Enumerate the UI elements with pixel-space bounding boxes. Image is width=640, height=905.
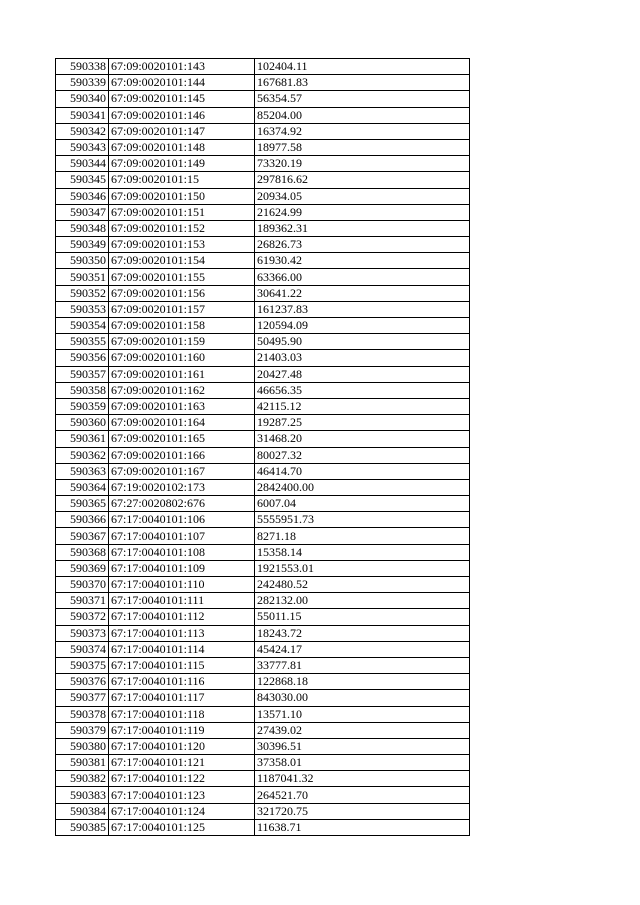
cadastral-number-cell: 67:09:0020101:148 bbox=[109, 139, 255, 155]
cadastral-value-cell: 46414.70 bbox=[255, 463, 470, 479]
cadastral-number-cell: 67:17:0040101:124 bbox=[109, 803, 255, 819]
cadastral-number-cell: 67:17:0040101:117 bbox=[109, 690, 255, 706]
cadastral-value-cell: 31468.20 bbox=[255, 431, 470, 447]
cadastral-value-cell: 18977.58 bbox=[255, 139, 470, 155]
cadastral-number-cell: 67:27:0020802:676 bbox=[109, 496, 255, 512]
table-body bbox=[56, 59, 470, 836]
row-number-cell: 590374 bbox=[56, 641, 109, 657]
cadastral-value-cell: 63366.00 bbox=[255, 269, 470, 285]
table-row bbox=[56, 75, 470, 91]
cadastral-value-cell: 15358.14 bbox=[255, 544, 470, 560]
row-number-cell: 590361 bbox=[56, 431, 109, 447]
row-number-cell: 590369 bbox=[56, 560, 109, 576]
cadastral-number-cell: 67:09:0020101:163 bbox=[109, 398, 255, 414]
table-row bbox=[56, 560, 470, 576]
row-number-cell: 590353 bbox=[56, 301, 109, 317]
cadastral-number-cell: 67:17:0040101:113 bbox=[109, 625, 255, 641]
cadastral-value-cell: 189362.31 bbox=[255, 220, 470, 236]
row-number-cell: 590376 bbox=[56, 674, 109, 690]
cadastral-number-cell: 67:17:0040101:107 bbox=[109, 528, 255, 544]
row-number-cell: 590364 bbox=[56, 479, 109, 495]
cadastral-number-cell: 67:19:0020102:173 bbox=[109, 479, 255, 495]
cadastral-value-cell: 21624.99 bbox=[255, 204, 470, 220]
cadastral-value-cell: 33777.81 bbox=[255, 657, 470, 673]
table-row bbox=[56, 382, 470, 398]
cadastral-value-cell: 21403.03 bbox=[255, 350, 470, 366]
table-row bbox=[56, 512, 470, 528]
table-row bbox=[56, 674, 470, 690]
table-row bbox=[56, 593, 470, 609]
row-number-cell: 590363 bbox=[56, 463, 109, 479]
table-row bbox=[56, 706, 470, 722]
cadastral-number-cell: 67:17:0040101:109 bbox=[109, 560, 255, 576]
cadastral-number-cell: 67:09:0020101:155 bbox=[109, 269, 255, 285]
table-row bbox=[56, 91, 470, 107]
row-number-cell: 590345 bbox=[56, 172, 109, 188]
cadastral-value-cell: 8271.18 bbox=[255, 528, 470, 544]
row-number-cell: 590379 bbox=[56, 722, 109, 738]
row-number-cell: 590370 bbox=[56, 577, 109, 593]
row-number-cell: 590377 bbox=[56, 690, 109, 706]
cadastral-value-cell: 55011.15 bbox=[255, 609, 470, 625]
cadastral-value-cell: 167681.83 bbox=[255, 75, 470, 91]
cadastral-number-cell: 67:09:0020101:150 bbox=[109, 188, 255, 204]
row-number-cell: 590366 bbox=[56, 512, 109, 528]
row-number-cell: 590362 bbox=[56, 447, 109, 463]
table-row bbox=[56, 156, 470, 172]
cadastral-value-cell: 42115.12 bbox=[255, 398, 470, 414]
cadastral-value-cell: 30396.51 bbox=[255, 738, 470, 754]
row-number-cell: 590378 bbox=[56, 706, 109, 722]
cadastral-number-cell: 67:09:0020101:157 bbox=[109, 301, 255, 317]
cadastral-number-cell: 67:09:0020101:151 bbox=[109, 204, 255, 220]
table-row bbox=[56, 463, 470, 479]
table-row bbox=[56, 447, 470, 463]
row-number-cell: 590350 bbox=[56, 253, 109, 269]
cadastral-number-cell: 67:09:0020101:149 bbox=[109, 156, 255, 172]
cadastral-value-cell: 46656.35 bbox=[255, 382, 470, 398]
row-number-cell: 590346 bbox=[56, 188, 109, 204]
cadastral-number-cell: 67:17:0040101:110 bbox=[109, 577, 255, 593]
table-row bbox=[56, 59, 470, 75]
row-number-cell: 590372 bbox=[56, 609, 109, 625]
cadastral-number-cell: 67:17:0040101:111 bbox=[109, 593, 255, 609]
row-number-cell: 590354 bbox=[56, 318, 109, 334]
table-row bbox=[56, 301, 470, 317]
cadastral-number-cell: 67:09:0020101:165 bbox=[109, 431, 255, 447]
row-number-cell: 590342 bbox=[56, 123, 109, 139]
table-row bbox=[56, 318, 470, 334]
cadastral-value-cell: 50495.90 bbox=[255, 334, 470, 350]
cadastral-number-cell: 67:09:0020101:160 bbox=[109, 350, 255, 366]
row-number-cell: 590347 bbox=[56, 204, 109, 220]
table-row bbox=[56, 528, 470, 544]
table-row bbox=[56, 771, 470, 787]
row-number-cell: 590368 bbox=[56, 544, 109, 560]
cadastral-number-cell: 67:09:0020101:161 bbox=[109, 366, 255, 382]
row-number-cell: 590359 bbox=[56, 398, 109, 414]
cadastral-value-cell: 297816.62 bbox=[255, 172, 470, 188]
table-row bbox=[56, 803, 470, 819]
table-row bbox=[56, 609, 470, 625]
row-number-cell: 590371 bbox=[56, 593, 109, 609]
cadastral-value-cell: 120594.09 bbox=[255, 318, 470, 334]
cadastral-value-cell: 6007.04 bbox=[255, 496, 470, 512]
row-number-cell: 590357 bbox=[56, 366, 109, 382]
cadastral-value-cell: 2842400.00 bbox=[255, 479, 470, 495]
cadastral-number-cell: 67:17:0040101:112 bbox=[109, 609, 255, 625]
cadastral-number-cell: 67:09:0020101:164 bbox=[109, 415, 255, 431]
cadastral-number-cell: 67:09:0020101:15 bbox=[109, 172, 255, 188]
row-number-cell: 590385 bbox=[56, 819, 109, 835]
row-number-cell: 590351 bbox=[56, 269, 109, 285]
cadastral-number-cell: 67:17:0040101:121 bbox=[109, 755, 255, 771]
cadastral-value-cell: 11638.71 bbox=[255, 819, 470, 835]
table-row bbox=[56, 398, 470, 414]
table-row bbox=[56, 350, 470, 366]
table-row bbox=[56, 237, 470, 253]
table-row bbox=[56, 220, 470, 236]
cadastral-number-cell: 67:17:0040101:120 bbox=[109, 738, 255, 754]
cadastral-value-cell: 321720.75 bbox=[255, 803, 470, 819]
cadastral-value-cell: 843030.00 bbox=[255, 690, 470, 706]
row-number-cell: 590349 bbox=[56, 237, 109, 253]
cadastral-number-cell: 67:09:0020101:147 bbox=[109, 123, 255, 139]
table-row bbox=[56, 269, 470, 285]
cadastral-number-cell: 67:09:0020101:162 bbox=[109, 382, 255, 398]
table-row bbox=[56, 415, 470, 431]
cadastral-value-cell: 27439.02 bbox=[255, 722, 470, 738]
cadastral-value-cell: 30641.22 bbox=[255, 285, 470, 301]
cadastral-value-cell: 19287.25 bbox=[255, 415, 470, 431]
row-number-cell: 590365 bbox=[56, 496, 109, 512]
table-row bbox=[56, 577, 470, 593]
cadastral-value-cell: 264521.70 bbox=[255, 787, 470, 803]
cadastral-number-cell: 67:09:0020101:158 bbox=[109, 318, 255, 334]
table-row bbox=[56, 496, 470, 512]
table-row bbox=[56, 123, 470, 139]
cadastral-number-cell: 67:09:0020101:144 bbox=[109, 75, 255, 91]
row-number-cell: 590338 bbox=[56, 59, 109, 75]
cadastral-number-cell: 67:09:0020101:153 bbox=[109, 237, 255, 253]
table-row bbox=[56, 690, 470, 706]
cadastral-number-cell: 67:17:0040101:108 bbox=[109, 544, 255, 560]
row-number-cell: 590340 bbox=[56, 91, 109, 107]
table-row bbox=[56, 431, 470, 447]
cadastral-number-cell: 67:17:0040101:119 bbox=[109, 722, 255, 738]
cadastral-value-cell: 5555951.73 bbox=[255, 512, 470, 528]
table-row bbox=[56, 755, 470, 771]
table-row bbox=[56, 366, 470, 382]
row-number-cell: 590352 bbox=[56, 285, 109, 301]
row-number-cell: 590367 bbox=[56, 528, 109, 544]
cadastral-number-cell: 67:09:0020101:167 bbox=[109, 463, 255, 479]
cadastral-value-cell: 16374.92 bbox=[255, 123, 470, 139]
table-row bbox=[56, 819, 470, 835]
cadastral-number-cell: 67:17:0040101:118 bbox=[109, 706, 255, 722]
row-number-cell: 590355 bbox=[56, 334, 109, 350]
cadastral-number-cell: 67:17:0040101:122 bbox=[109, 771, 255, 787]
cadastral-number-cell: 67:17:0040101:114 bbox=[109, 641, 255, 657]
cadastral-number-cell: 67:17:0040101:106 bbox=[109, 512, 255, 528]
cadastral-number-cell: 67:09:0020101:166 bbox=[109, 447, 255, 463]
row-number-cell: 590375 bbox=[56, 657, 109, 673]
cadastral-value-cell: 26826.73 bbox=[255, 237, 470, 253]
table-row bbox=[56, 107, 470, 123]
table-row bbox=[56, 641, 470, 657]
row-number-cell: 590382 bbox=[56, 771, 109, 787]
cadastral-value-table bbox=[55, 58, 470, 836]
row-number-cell: 590360 bbox=[56, 415, 109, 431]
cadastral-value-cell: 37358.01 bbox=[255, 755, 470, 771]
cadastral-number-cell: 67:09:0020101:156 bbox=[109, 285, 255, 301]
table-row bbox=[56, 657, 470, 673]
cadastral-value-cell: 242480.52 bbox=[255, 577, 470, 593]
document-page bbox=[55, 58, 469, 836]
table-row bbox=[56, 253, 470, 269]
row-number-cell: 590356 bbox=[56, 350, 109, 366]
table-row bbox=[56, 172, 470, 188]
row-number-cell: 590383 bbox=[56, 787, 109, 803]
row-number-cell: 590381 bbox=[56, 755, 109, 771]
row-number-cell: 590344 bbox=[56, 156, 109, 172]
cadastral-number-cell: 67:17:0040101:116 bbox=[109, 674, 255, 690]
cadastral-value-cell: 80027.32 bbox=[255, 447, 470, 463]
cadastral-value-cell: 20427.48 bbox=[255, 366, 470, 382]
cadastral-value-cell: 282132.00 bbox=[255, 593, 470, 609]
table-row bbox=[56, 479, 470, 495]
row-number-cell: 590341 bbox=[56, 107, 109, 123]
cadastral-value-cell: 45424.17 bbox=[255, 641, 470, 657]
cadastral-number-cell: 67:09:0020101:143 bbox=[109, 59, 255, 75]
table-row bbox=[56, 204, 470, 220]
table-row bbox=[56, 188, 470, 204]
row-number-cell: 590348 bbox=[56, 220, 109, 236]
cadastral-number-cell: 67:17:0040101:115 bbox=[109, 657, 255, 673]
row-number-cell: 590373 bbox=[56, 625, 109, 641]
table-row bbox=[56, 625, 470, 641]
cadastral-number-cell: 67:09:0020101:159 bbox=[109, 334, 255, 350]
table-row bbox=[56, 139, 470, 155]
cadastral-value-cell: 56354.57 bbox=[255, 91, 470, 107]
cadastral-value-cell: 102404.11 bbox=[255, 59, 470, 75]
row-number-cell: 590343 bbox=[56, 139, 109, 155]
cadastral-number-cell: 67:09:0020101:145 bbox=[109, 91, 255, 107]
cadastral-value-cell: 122868.18 bbox=[255, 674, 470, 690]
table-row bbox=[56, 738, 470, 754]
table-row bbox=[56, 285, 470, 301]
row-number-cell: 590380 bbox=[56, 738, 109, 754]
cadastral-number-cell: 67:17:0040101:125 bbox=[109, 819, 255, 835]
cadastral-value-cell: 85204.00 bbox=[255, 107, 470, 123]
table-row bbox=[56, 544, 470, 560]
cadastral-value-cell: 13571.10 bbox=[255, 706, 470, 722]
cadastral-value-cell: 18243.72 bbox=[255, 625, 470, 641]
cadastral-value-cell: 20934.05 bbox=[255, 188, 470, 204]
table-row bbox=[56, 722, 470, 738]
cadastral-number-cell: 67:09:0020101:146 bbox=[109, 107, 255, 123]
table-row bbox=[56, 334, 470, 350]
row-number-cell: 590358 bbox=[56, 382, 109, 398]
cadastral-number-cell: 67:09:0020101:152 bbox=[109, 220, 255, 236]
cadastral-value-cell: 161237.83 bbox=[255, 301, 470, 317]
cadastral-value-cell: 61930.42 bbox=[255, 253, 470, 269]
cadastral-value-cell: 73320.19 bbox=[255, 156, 470, 172]
cadastral-number-cell: 67:17:0040101:123 bbox=[109, 787, 255, 803]
row-number-cell: 590384 bbox=[56, 803, 109, 819]
cadastral-value-cell: 1187041.32 bbox=[255, 771, 470, 787]
row-number-cell: 590339 bbox=[56, 75, 109, 91]
table-row bbox=[56, 787, 470, 803]
cadastral-value-cell: 1921553.01 bbox=[255, 560, 470, 576]
cadastral-number-cell: 67:09:0020101:154 bbox=[109, 253, 255, 269]
